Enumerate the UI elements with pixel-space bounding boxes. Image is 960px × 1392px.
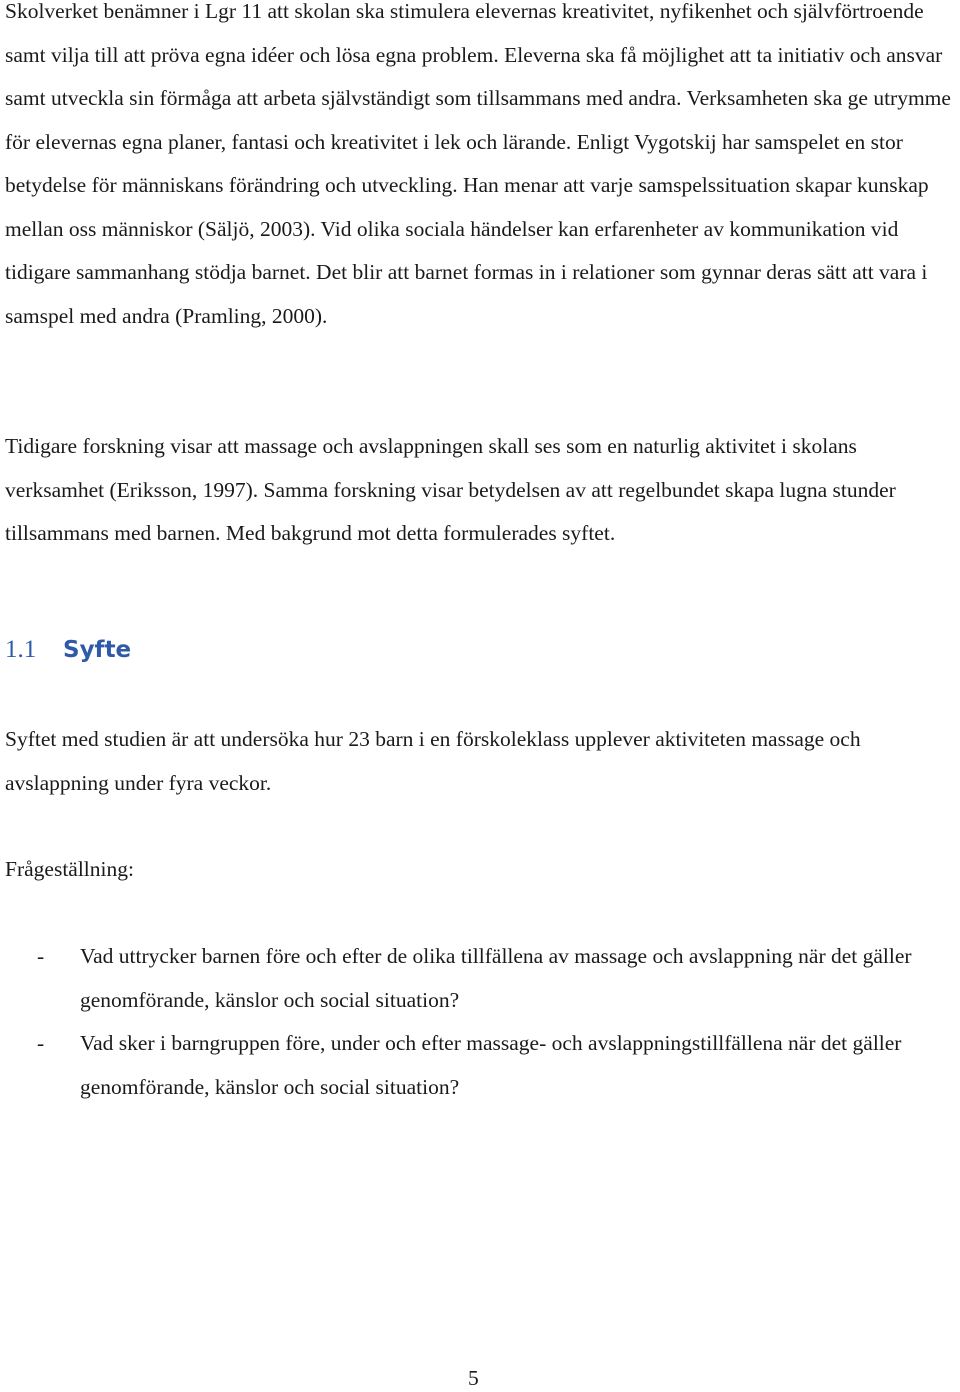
list-item xyxy=(5,935,957,1022)
list-bullet: - xyxy=(37,944,45,968)
purpose-paragraph: Syftet med studien är att undersöka hur 23 barn i en förskoleklass upplever aktiviteten massage och avslappning under fyra veckor. xyxy=(5,727,861,795)
list-item-text: Vad sker i barngruppen före, under och efter massage- och avslappningstillfällena när det gäller genomförande, känslor och social situation? xyxy=(80,1031,902,1099)
list-bullet: - xyxy=(37,1031,45,1055)
section-number: 1.1 xyxy=(5,636,37,663)
section-heading xyxy=(5,630,131,670)
list-item-text: Vad uttrycker barnen före och efter de olika tillfällena av massage och avslappning när det gäller genomförande, känslor och social situation? xyxy=(80,944,912,1012)
list-item xyxy=(5,1022,957,1109)
questions-label: Frågeställning: xyxy=(5,857,134,881)
body-paragraph: Tidigare forskning visar att massage och avslappningen skall ses som en naturlig aktivitet i skolans verksamhet (Eriksson, 1997). Samma forskning visar betydelsen av att regelbundet skapa lugna stunder tillsammans med barnen. Med bakgrund mot detta formulerades syftet. xyxy=(5,434,896,545)
body-paragraph: Skolverket benämner i Lgr 11 att skolan ska stimulera elevernas kreativitet, nyfikenhet och självförtroende samt vilja till att pröva egna idéer och lösa egna problem. Eleverna ska få möjlighet att ta initiativ och ansvar samt utveckla sin förmåga att arbeta självständigt som tillsammans med andra. Verksamheten ska ge utrymme för elevernas egna planer, fantasi och kreativitet i lek och lärande. Enligt Vygotskij har samspelet en stor betydelse för människans förändring och utveckling. Han menar att varje samspelssituation skapar kunskap mellan oss människor (Säljö, 2003). Vid olika sociala händelser kan erfarenheter av kommunikation vid tidigare sammanhang stödja barnet. Det blir att barnet formas in i relationer som gynnar deras sätt att vara i samspel med andra (Pramling, 2000). xyxy=(5,0,951,328)
section-title: Syfte xyxy=(63,637,132,663)
page-number: 5 xyxy=(468,1366,479,1390)
research-questions-list xyxy=(5,935,957,1109)
